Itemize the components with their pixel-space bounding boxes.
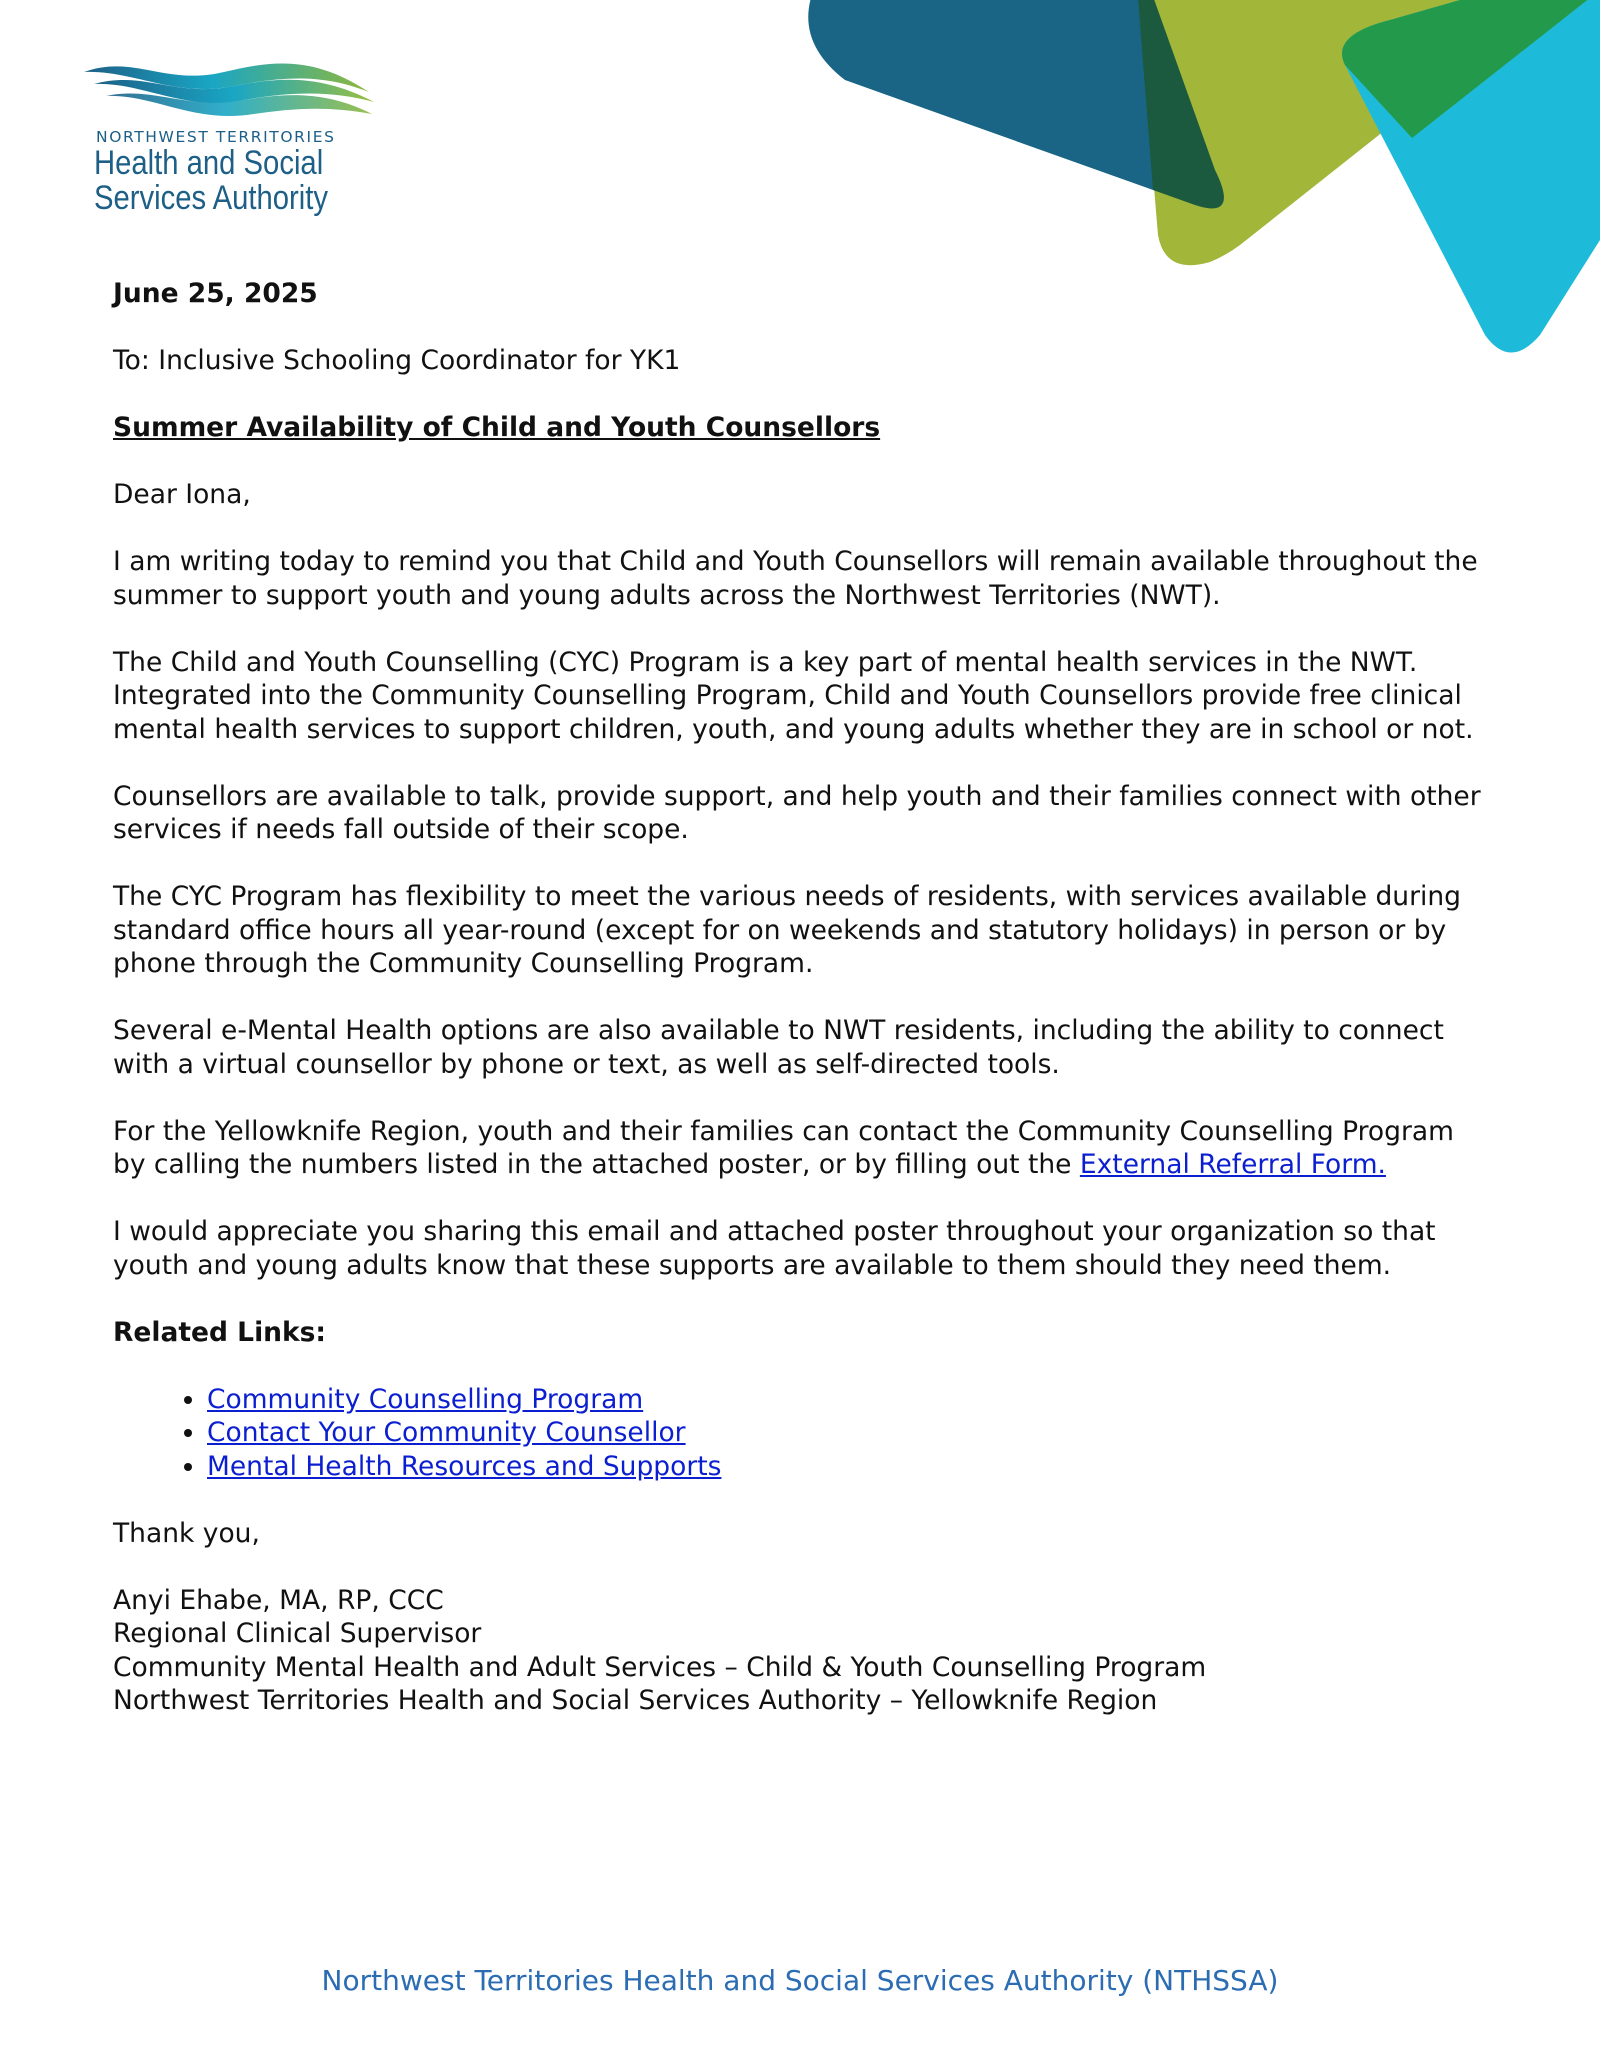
mental-health-resources-link[interactable]: Mental Health Resources and Supports [207,1450,722,1482]
letter-date: June 25, 2025 [113,278,318,309]
page-footer: Northwest Territories Health and Social Services Authority (NTHSSA) [321,1964,1279,1997]
list-item [207,1383,1493,1417]
paragraph-1: I am writing today to remind you that Child and Youth Counsellors will remain available throughout the summer to support youth and young adults across the Northwest Territories (NWT). [113,546,1478,611]
logo-name-line1: Health and Social [94,144,324,182]
paragraph-3: Counsellors are available to talk, provide support, and help youth and their families connect with other services if needs fall outside of their scope. [113,780,1481,845]
signature-title: Regional Clinical Supervisor [113,1618,482,1649]
paragraph-4: The CYC Program has flexibility to meet the various needs of residents, with services available during standard office hours all year-round (except for on weekends and statutory holidays) in person or by phone through the Community Counselling Program. [113,881,1461,979]
paragraph-2: The Child and Youth Counselling (CYC) Program is a key part of mental health services in the NWT. Integrated into the Community Counselling Program, Child and Youth Counsellors provide free clinical mental health services to support children, youth, and young adults whether they are in school or not. [113,646,1474,745]
signature-department: Community Mental Health and Adult Services – Child & Youth Counselling Program [113,1651,1207,1683]
logo-name-line2: Services Authority [94,179,329,217]
signature-name: Anyi Ehabe, MA, RP, CCC [113,1584,444,1616]
wave-logo-icon [84,58,374,120]
paragraph-6-text: For the Yellowknife Region, youth and their families can contact the Community Counselling Program by calling the numbers listed in the attached poster, or by filling out the [113,1115,1454,1180]
related-links-list [113,1383,1493,1484]
community-counselling-program-link[interactable]: Community Counselling Program [207,1383,644,1415]
logo-region-text: NORTHWEST TERRITORIES [96,128,336,146]
letter-recipient: To: Inclusive Schooling Coordinator for YK1 [113,345,681,376]
contact-community-counsellor-link[interactable]: Contact Your Community Counsellor [207,1417,686,1448]
letter-closing: Thank you, [113,1517,260,1549]
related-links-heading: Related Links: [113,1316,327,1348]
signature-organization: Northwest Territories Health and Social Services Authority – Yellowknife Region [113,1685,1158,1716]
signature-block [113,1584,1493,1718]
letter-greeting: Dear Iona, [113,479,251,510]
letter-body [113,277,1493,1751]
paragraph-5: Several e-Mental Health options are also available to NWT residents, including the ability to connect with a virtual counsellor by phone or text, as well as self-directed tools. [113,1015,1444,1080]
letter-subject: Summer Availability of Child and Youth Counsellors [113,412,881,443]
list-item [207,1416,1493,1450]
organization-logo [84,58,384,216]
external-referral-form-link[interactable]: External Referral Form. [1079,1149,1386,1180]
list-item [207,1450,1493,1484]
paragraph-6 [113,1115,1493,1182]
paragraph-7: I would appreciate you sharing this email and attached poster throughout your organization so that youth and young adults know that these supports are available to them should they need them. [113,1216,1436,1281]
